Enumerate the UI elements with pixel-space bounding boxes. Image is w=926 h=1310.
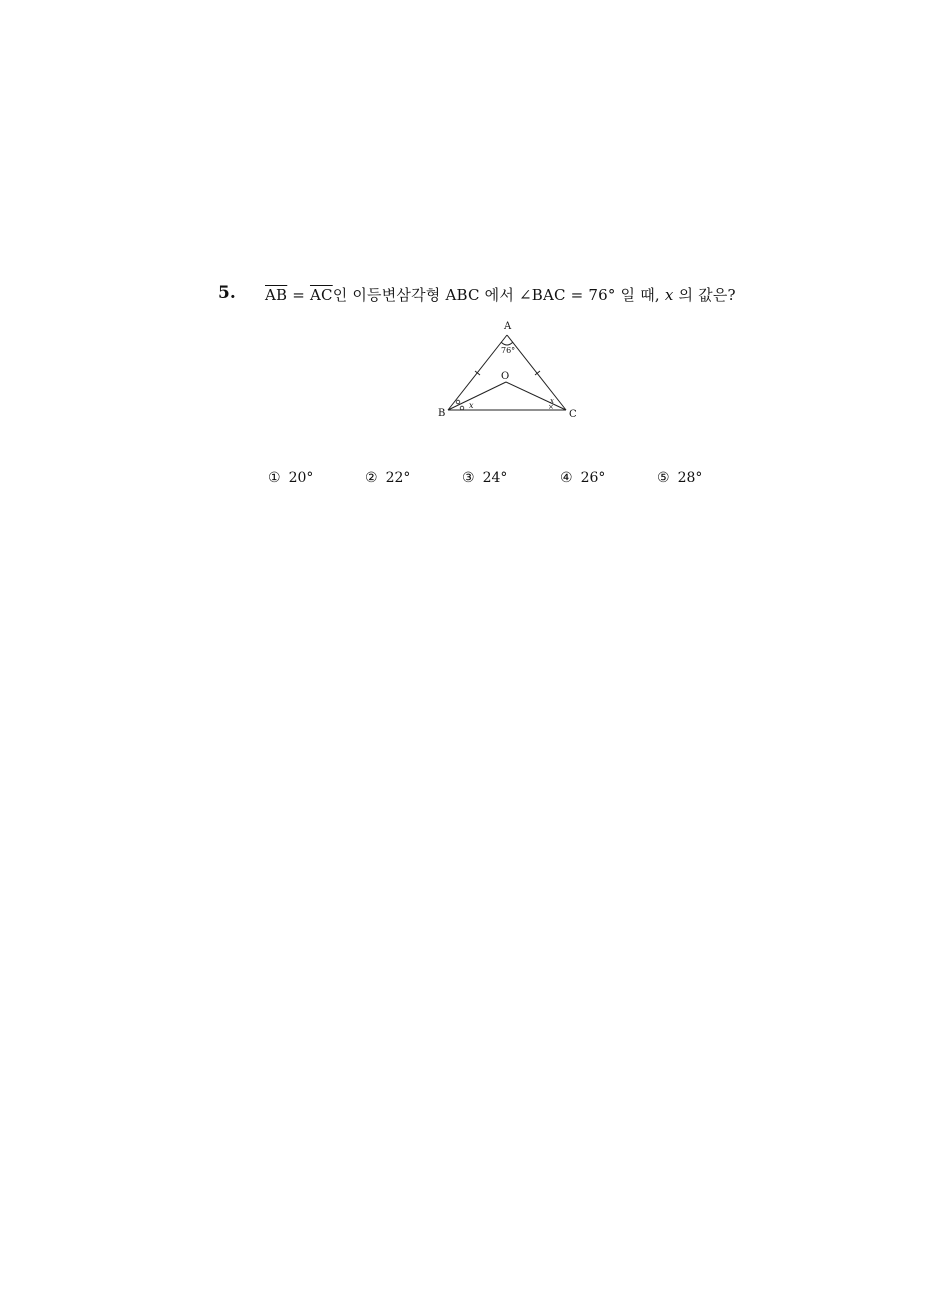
vertex-label-b: B: [438, 408, 446, 419]
choice-value: 22°: [385, 470, 411, 486]
choice-value: 20°: [288, 470, 314, 486]
choice-3[interactable]: [462, 470, 507, 486]
segment-ab: $\overline{AB}$: [265, 286, 288, 304]
angle-label-x: x: [469, 401, 474, 410]
choice-number: ④: [560, 470, 573, 486]
choice-5[interactable]: [657, 470, 702, 486]
choice-number: ①: [268, 470, 281, 486]
choice-number: ③: [462, 470, 475, 486]
segment-bo: [448, 382, 506, 410]
choice-2[interactable]: [365, 470, 410, 486]
choice-number: ②: [365, 470, 378, 486]
choice-value: 26°: [580, 470, 606, 486]
problem-number: 5.: [218, 283, 236, 303]
angle-mark-b: [456, 400, 460, 404]
triangle-figure: [430, 315, 590, 430]
angle-label-x-c: x: [550, 397, 554, 405]
angle-mark-b-2: [460, 406, 464, 410]
question-text: [265, 284, 736, 305]
side-ac: [507, 335, 566, 410]
angle-label-a: 76°: [501, 346, 516, 355]
segment-ac: $\overline{AC}$: [309, 286, 333, 304]
choice-4[interactable]: [560, 470, 605, 486]
vertex-label-a: A: [504, 321, 512, 332]
choice-value: 24°: [482, 470, 508, 486]
choice-number: ⑤: [657, 470, 670, 486]
choice-1[interactable]: [268, 470, 313, 486]
angle-mark-c: ×: [548, 403, 554, 411]
equals-sign: =: [287, 286, 310, 304]
question-text-part-2: 의 값은?: [673, 286, 736, 304]
point-label-o: O: [501, 371, 510, 382]
question-text-part-1: 인 이등변삼각형 ABC 에서 ∠BAC = 76° 일 때,: [332, 286, 665, 304]
choice-value: 28°: [677, 470, 703, 486]
angle-arc-a: [501, 342, 513, 345]
vertex-label-c: C: [569, 409, 577, 420]
variable-x: x: [664, 286, 674, 304]
segment-co: [506, 382, 566, 410]
